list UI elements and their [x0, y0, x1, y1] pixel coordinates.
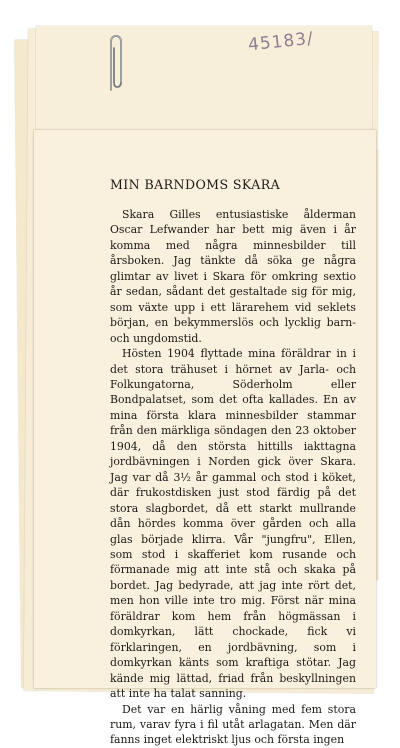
article — [110, 177, 356, 748]
article-paragraph: Det var en härlig våning med fem stora rum, varav fyra i fil utåt arlagatan. Men där fanns inget elektriskt ljus och första ingen — [110, 702, 356, 747]
article-title: MIN BARNDOMS SKARA — [110, 177, 281, 192]
article-paragraph: Skara Gilles entusiastiske ålderman Oscar Lefwander har bett mig även i år komma med några minnesbilder till årsboken. Jag tänkte då söka ge några glimtar av livet i Skara för omkring sextio år sedan, sådant det gestaltade sig för mig, som växte upp i ett lärarehem vid seklets början, en bekymmerslös och lycklig barn- och ungdomstid. — [110, 208, 356, 345]
handwritten-archive-number: 45183/ — [247, 28, 315, 56]
paperclip-icon — [106, 34, 126, 94]
article-paragraph: Hösten 1904 flyttade mina föräldrar in i det stora trähuset i hörnet av Jarla- och Folkungatorna, Söderholm eller Bondpalatset, som det ofta kallades. En av mina första klara minnesbilder stammar från den märkliga söndagen den 23 oktober 1904, då den största hittills iakttagna jordbävningen i Norden gick över Skara. Jag var då 3½ år gammal och stod i köket, där frukostdisken just stod färdig på det stora slagbordet, då ett starkt mullrande dån hördes komma över gården och alla glas började klirra. Vår "jungfru", Ellen, som stod i skafferiet kom rusande och förmanade mig att inte stå och skaka på bordet. Jag bedyrade, att jag inte rört det, men hon ville inte tro mig. Först när mina föräldrar kom hem från högmässan i domkyrkan, lätt chockade, fick vi förklaringen, en jordbävning, som i domkyrkan känts som kraftiga stötar. Jag kände mig lättad, friad från beskyllningen att inte ha talat sanning. — [110, 347, 356, 701]
